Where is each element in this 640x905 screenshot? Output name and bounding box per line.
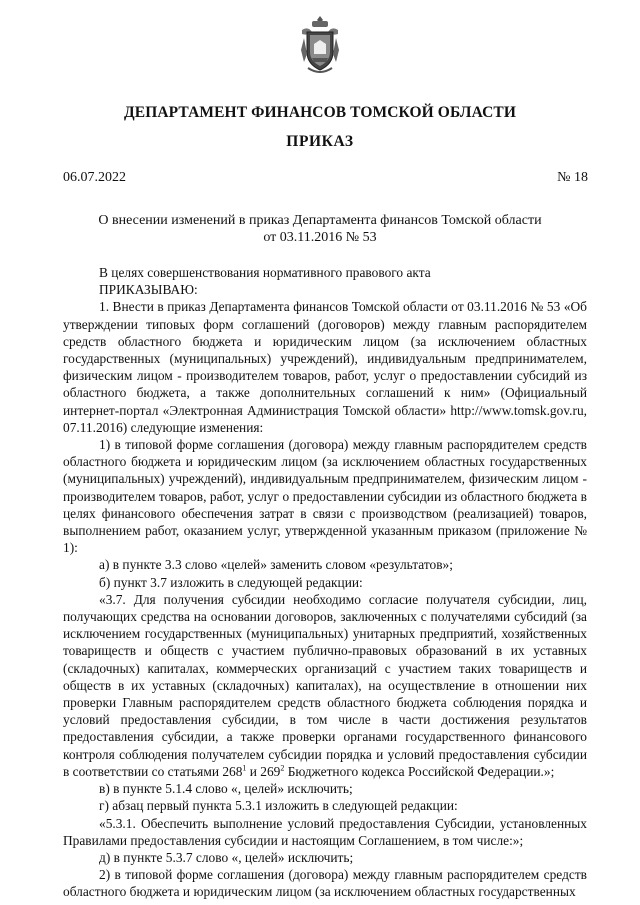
paragraph-5 xyxy=(63,591,587,780)
paragraph-7: г) абзац первый пункта 5.3.1 изложить в следующей редакции: xyxy=(99,798,458,814)
intro-paragraph: В целях совершенствования нормативного правового акта xyxy=(99,265,431,280)
document-subject xyxy=(60,213,580,246)
paragraph-5-and: и 269 xyxy=(246,763,281,779)
paragraph-5-text: «3.7. Для получения субсидии необходимо согласие получателя субсидии, лиц, получающих средства на основании договоров, заключенных с получателями субсидий (за исключением государственных (муниципальных) унитарных предприятий, хозяйственных товариществ и обществ с участием публично-правовых образований в их уставных (складочных) капиталах, коммерческих организаций с участием таких товариществ и обществ в их уставных (складочных) капиталах), на осуществление в отношении них проверки Главным распорядителем средств областного бюджета соблюдения порядка и условий предоставления субсидии, в том числе в части достижения результатов предоставления субсидии, а также проверки органами государственного финансового контроля соблюдения получателем субсидии порядка и условий предоставления субсидии в соответствии со статьями 268 xyxy=(63,591,587,779)
subject-line-1: О внесении изменений в приказ Департамента финансов Томской области xyxy=(98,213,542,228)
paragraph-8: «5.3.1. Обеспечить выполнение условий предоставления Субсидии, установленных Правилами предоставления субсидии и настоящим Соглашением, в том числе:»; xyxy=(63,815,587,848)
paragraph-10: 2) в типовой форме соглашения (договора) между главным распорядителем средств областного бюджета и юридическим лицом (за исключением областных государственных xyxy=(63,867,587,900)
department-title: ДЕПАРТАМЕНТ ФИНАНСОВ ТОМСКОЙ ОБЛАСТИ xyxy=(124,104,516,121)
tomsk-coat-of-arms-icon xyxy=(298,14,342,76)
document-body xyxy=(63,264,587,901)
subject-line-2: от 03.11.2016 № 53 xyxy=(263,229,377,245)
document-number: № 18 xyxy=(557,170,588,185)
paragraph-6: в) в пункте 5.1.4 слово «, целей» исключить; xyxy=(99,781,353,797)
paragraph-2: 1) в типовой форме соглашения (договора) между главным распорядителем средств областного бюджета и юридическим лицом (за исключением областных государственных (муниципальных) учреждений), индивидуальным предпринимателем, физическим лицом - производителем товаров, работ, услуг о предоставлении субсидии из областного бюджета в целях финансового обеспечения затрат в связи с производством (реализацией) товаров, выполнением работ, оказанием услуг, утвержденной указанным приказом (приложение № 1): xyxy=(63,437,587,556)
document-date: 06.07.2022 xyxy=(63,170,126,185)
superscript-2: 2 xyxy=(280,763,285,773)
paragraph-5-end: Бюджетного кодекса Российской Федерации.»; xyxy=(284,763,555,779)
paragraph-4: б) пункт 3.7 изложить в следующей редакции: xyxy=(99,574,363,590)
paragraph-9: д) в пункте 5.3.7 слово «, целей» исключить; xyxy=(99,849,354,865)
superscript-1: 1 xyxy=(242,763,247,773)
paragraph-1: 1. Внести в приказ Департамента финансов Томской области от 03.11.2016 № 53 «Об утверждении типовых форм соглашений (договоров) между главным распорядителем средств областного бюджета и юридическим лицом (за исключением областных государственных (муниципальных) учреждений), индивидуальным предпринимателем, физическим лицом - производителем товаров, работ, услуг о предоставлении субсидий из областного бюджета, а также дополнительных соглашений к ним» (Официальный интернет-портал «Электронная Администрация Томской области» http://www.tomsk.gov.ru, 07.11.2016) следующие изменения: xyxy=(63,299,587,435)
document-type: ПРИКАЗ xyxy=(286,133,354,150)
order-word: ПРИКАЗЫВАЮ: xyxy=(99,282,198,298)
paragraph-3: а) в пункте 3.3 слово «целей» заменить словом «результатов»; xyxy=(99,557,453,573)
